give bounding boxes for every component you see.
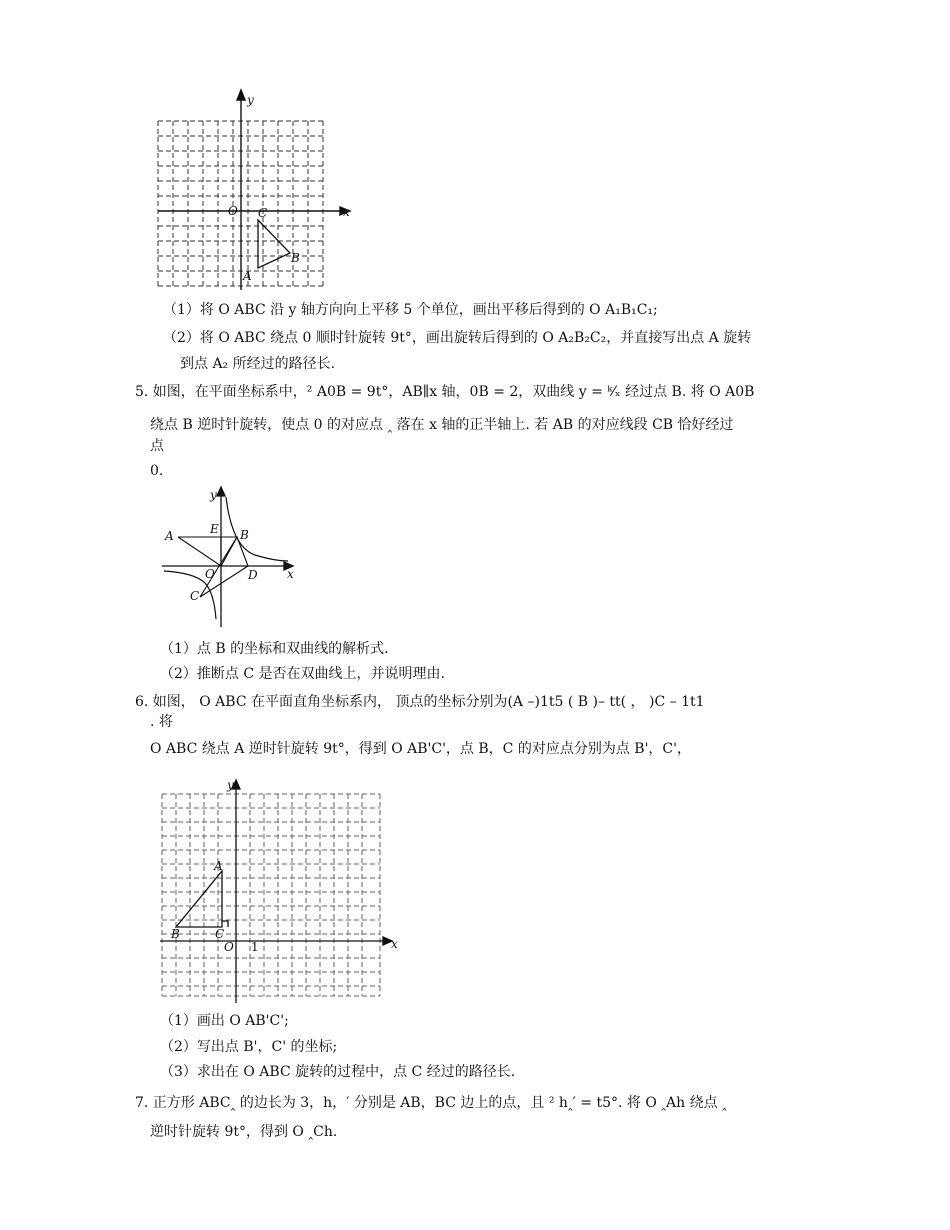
q6-line1: 6. 如图， O ABC 在平面直角坐标系内， 顶点的坐标分别为(A –)1t5 ( B )– tt( ， )C – 1t1 — [135, 694, 705, 710]
q5-line1: 5. 如图，在平面坐标系中，² A0B = 9t°，AB∥x 轴，0B = 2，双曲线 y = ᵏ⁄ₓ 经过点 B. 将 O A0B — [135, 384, 755, 400]
q5-part2: （2）推断点 C 是否在双曲线上，并说明理由. — [160, 666, 445, 682]
q4-label-a: A — [243, 269, 252, 283]
q5-part1: （1）点 B 的坐标和双曲线的解析式. — [160, 641, 389, 657]
q6-label-1: 1 — [251, 940, 259, 954]
q4-part1: （1）将 O ABC 沿 y 轴方向向上平移 5 个单位，画出平移后得到的 O A₁B₁C₁; — [163, 302, 658, 318]
q6-label-x: x — [391, 937, 398, 951]
q6-part3: （3）求出在 O ABC 旋转的过程中，点 C 经过的路径长. — [160, 1064, 516, 1080]
q5-label-c: C — [190, 589, 200, 603]
q6-label-y: y — [227, 778, 234, 792]
q6-label-c: C — [215, 927, 225, 941]
q6-figure — [155, 778, 405, 1003]
q5-line3: 点 — [150, 438, 164, 454]
q6-part2: （2）写出点 B'，C' 的坐标; — [160, 1039, 338, 1055]
q5-line4: 0. — [150, 463, 164, 479]
q5-label-y: y — [210, 488, 217, 502]
q6-line3: O ABC 绕点 A 逆时针旋转 9t°，得到 O AB'C'，点 B，C 的对应点分别为点 B'，C'， — [150, 741, 691, 757]
q5-label-e: E — [210, 522, 219, 536]
q5-label-b: B — [240, 528, 249, 542]
q5-label-a: A — [165, 529, 174, 543]
q4-label-y: y — [247, 93, 254, 107]
q6-part1: （1）画出 O AB'C'; — [160, 1013, 289, 1029]
q5-figure — [160, 487, 305, 627]
q4-figure — [150, 90, 370, 290]
q5-label-d: D — [248, 568, 258, 582]
q4-axes — [158, 90, 350, 290]
q4-label-x: x — [343, 205, 350, 219]
q5-label-o: O — [205, 567, 215, 581]
q5-line2: 绕点 B 逆时针旋转，使点 0 的对应点 ‸ 落在 x 轴的正半轴上. 若 AB 的对应线段 CB 恰好经过 — [150, 417, 734, 433]
q4-label-c: C — [258, 206, 268, 220]
q6-label-o: O — [224, 940, 234, 954]
q4-part2-line2: 到点 A₂ 所经过的路径长. — [180, 356, 336, 372]
q7-line2: 逆时针旋转 9t°，得到 O ‸Ch. — [150, 1124, 338, 1140]
q6-line2: . 将 — [150, 714, 173, 730]
q4-part2-line1: （2）将 O ABC 绕点 0 顺时针旋转 9t°，画出旋转后得到的 O A₂B₂C₂，并直接写出点 A 旋转 — [163, 330, 752, 346]
q5-label-x: x — [287, 567, 294, 581]
q7-line1: 7. 正方形 ABC‸ 的边长为 3，h，′ 分别是 AB，BC 边上的点，且 ² h‸′ = t5°. 将 O ‸Ah 绕点 ‸ — [135, 1095, 727, 1111]
q4-label-b: B — [291, 251, 300, 265]
q6-label-a: A — [214, 859, 223, 873]
q6-grid — [162, 794, 380, 996]
q6-label-b: B — [171, 927, 180, 941]
q6-triangle — [176, 871, 228, 927]
q4-label-o: O — [228, 204, 238, 218]
